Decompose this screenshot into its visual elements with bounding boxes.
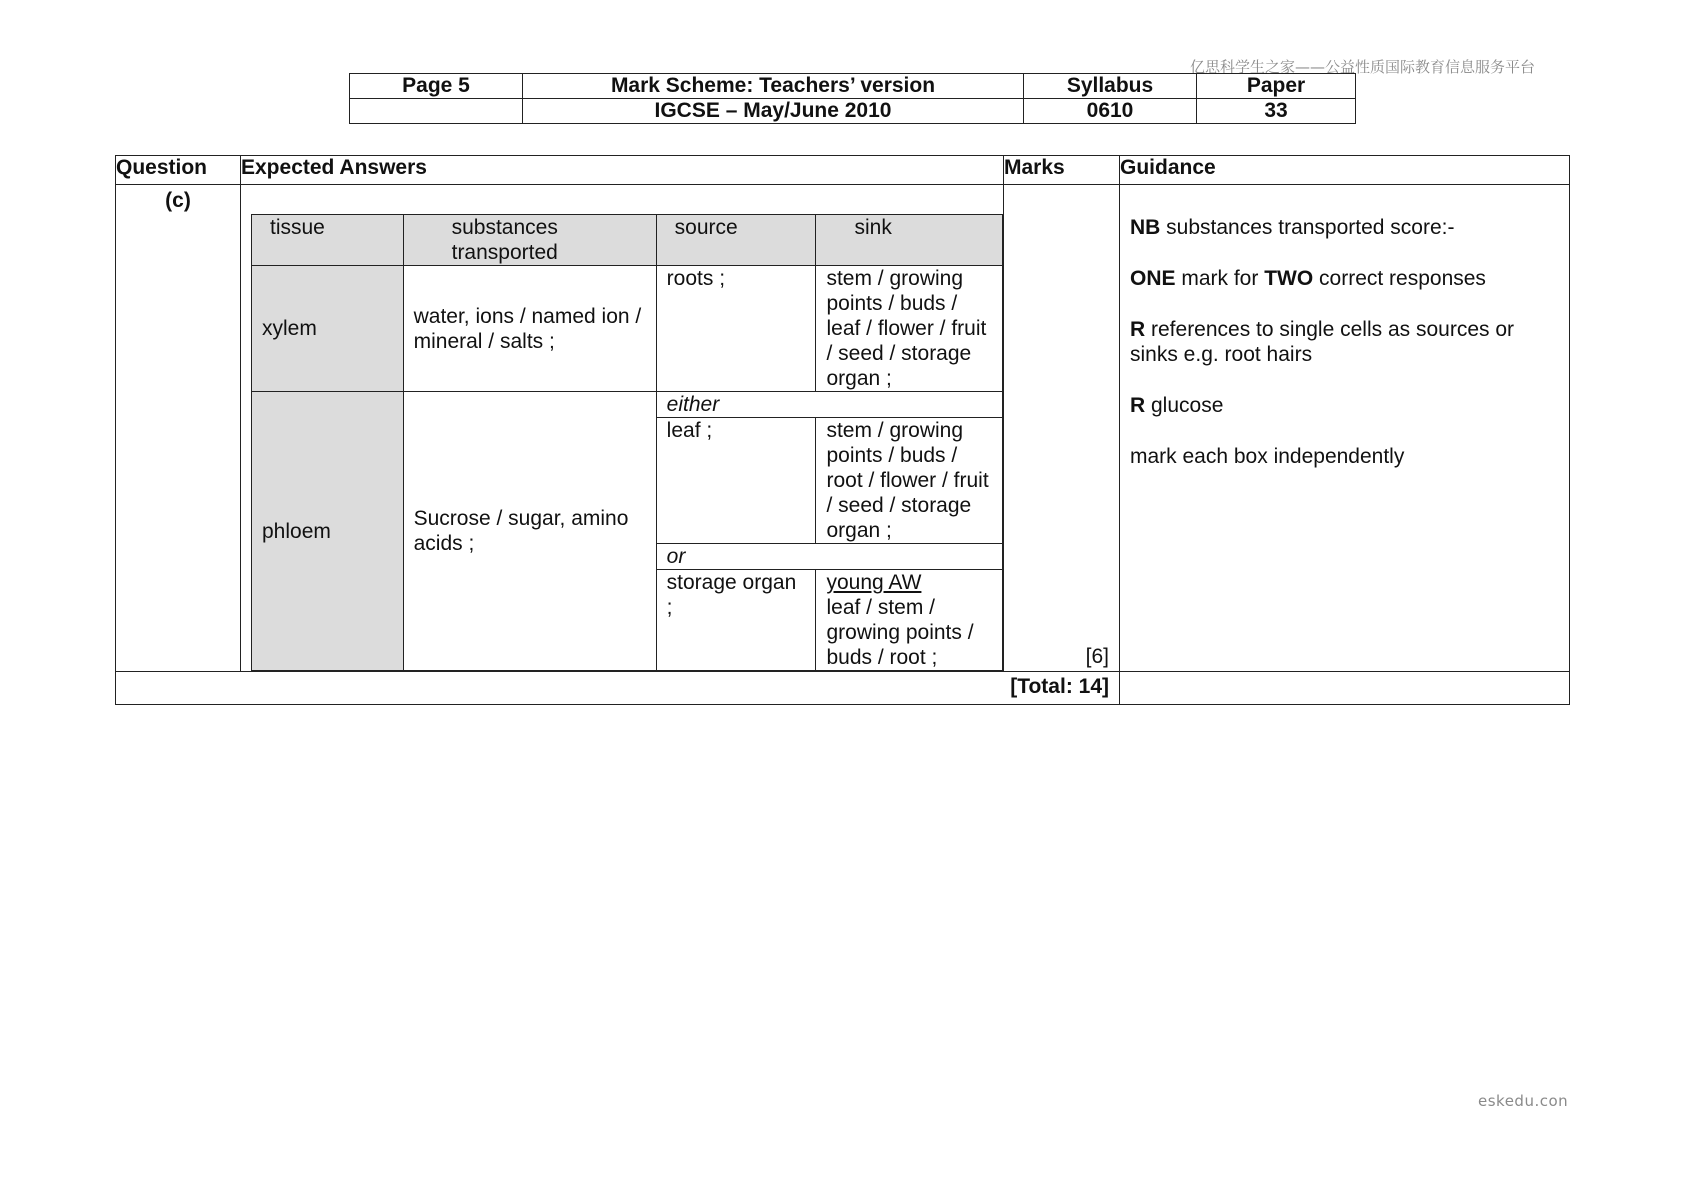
header-exam: IGCSE – May/June 2010	[523, 99, 1024, 124]
header-syllabus-label: Syllabus	[1024, 74, 1197, 99]
transport-table	[251, 214, 1003, 671]
xylem-source: roots ;	[656, 266, 816, 392]
sink-2-text: leaf / stem / growing points / buds / root ;	[826, 596, 974, 669]
th-sink: sink	[816, 215, 1003, 266]
mark-scheme-table	[115, 155, 1570, 705]
total-marks: [Total: 14]	[116, 672, 1120, 705]
phloem-substances: Sucrose / sugar, amino acids ;	[403, 392, 656, 671]
guidance-reject-cells: R references to single cells as sources or sinks e.g. root hairs	[1130, 318, 1515, 366]
xylem-substances: water, ions / named ion / mineral / salts ;	[403, 266, 656, 392]
tissue-xylem: xylem	[252, 266, 404, 392]
header-table	[349, 73, 1356, 124]
marks-cell	[1004, 185, 1120, 672]
th-source: source	[656, 215, 816, 266]
tissue-phloem: phloem	[252, 392, 404, 671]
guidance-cell	[1120, 185, 1570, 672]
total-guidance-empty	[1120, 672, 1570, 705]
sink-2-underlined: young AW	[826, 571, 922, 594]
phloem-either: either	[656, 392, 1002, 418]
phloem-sink-2	[816, 570, 1003, 671]
phloem-sink-1: stem / growing points / buds / root / flower / fruit / seed / storage organ ;	[816, 418, 1003, 544]
guidance-reject-glucose: R glucose	[1130, 394, 1224, 417]
th-substances: substances transported	[403, 215, 656, 266]
phloem-source-2: storage organ ;	[656, 570, 816, 671]
th-tissue: tissue	[252, 215, 404, 266]
phloem-or: or	[656, 544, 1002, 570]
col-question: Question	[116, 156, 241, 185]
col-guidance: Guidance	[1120, 156, 1570, 185]
question-id: (c)	[116, 185, 241, 672]
phloem-source-1: leaf ;	[656, 418, 816, 544]
header-page: Page 5	[350, 74, 523, 99]
col-answers: Expected Answers	[241, 156, 1004, 185]
guidance-independent: mark each box independently	[1130, 445, 1405, 468]
guidance-one-mark: ONE mark for TWO correct responses	[1130, 267, 1486, 290]
col-marks: Marks	[1004, 156, 1120, 185]
header-title: Mark Scheme: Teachers’ version	[523, 74, 1024, 99]
header-paper-label: Paper	[1197, 74, 1356, 99]
marks-value: [6]	[1085, 645, 1109, 668]
watermark-bottom: eskedu.con	[1478, 1092, 1569, 1110]
xylem-sink: stem / growing points / buds / leaf / flower / fruit / seed / storage organ ;	[816, 266, 1003, 392]
header-paper-number: 33	[1197, 99, 1356, 124]
answers-cell	[241, 185, 1004, 672]
guidance-nb: NB substances transported score:-	[1130, 216, 1455, 239]
header-syllabus-code: 0610	[1024, 99, 1197, 124]
watermark-top: 亿思科学生之家——公益性质国际教育信息服务平台	[1190, 58, 1536, 76]
header-empty	[350, 99, 523, 124]
